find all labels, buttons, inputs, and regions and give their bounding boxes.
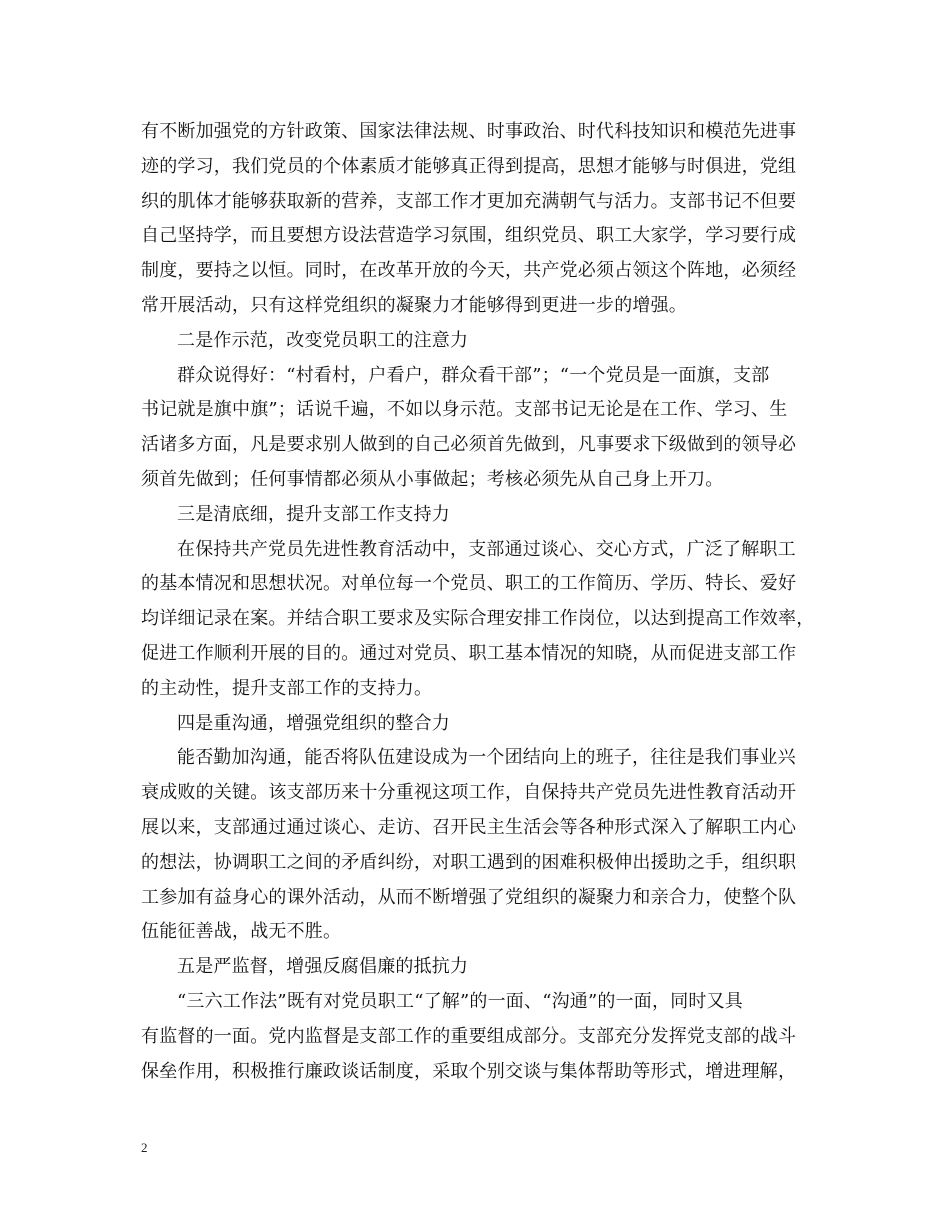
paragraph-line: 常开展活动，只有这样党组织的凝聚力才能够得到更进一步的增强。 [141,294,687,316]
paragraph-line: 在保持共产党员先进性教育活动中，支部通过谈心、交心方式，广泛了解职工 [177,538,796,560]
paragraph-line: 制度，要持之以恒。同时，在改革开放的今天，共产党必须占领这个阵地，必须经 [141,260,797,282]
paragraph-line: 的想法，协调职工之间的矛盾纠纷，对职工遇到的困难积极伸出援助之手，组织职 [141,851,797,873]
paragraph-line: 三是清底细，提升支部工作支持力 [177,503,450,525]
paragraph-line: 促进工作顺利开展的目的。通过对党员、职工基本情况的知晓，从而促进支部工作 [141,642,797,664]
paragraph-line: 五是严监督，增强反腐倡廉的抵抗力 [177,956,469,978]
paragraph-line: 能否勤加沟通，能否将队伍建设成为一个团结向上的班子，往往是我们事业兴 [177,747,796,769]
paragraph-line: 迹的学习，我们党员的个体素质才能够真正得到提高，思想才能够与时俱进，党组 [141,155,797,177]
paragraph-line: 保垒作用，积极推行廉政谈话制度，采取个别交谈与集体帮助等形式，增进理解， [141,1060,797,1082]
paragraph-line: 伍能征善战，战无不胜。 [141,921,342,943]
paragraph-line: 有监督的一面。党内监督是支部工作的重要组成部分。支部充分发挥党支部的战斗 [141,1025,797,1047]
document-body [141,115,821,1089]
paragraph-line: 书记就是旗中旗”；话说千遍，不如以身示范。支部书记无论是在工作、学习、生 [141,399,788,421]
paragraph-line: 织的肌体才能够获取新的营养，支部工作才更加充满朝气与活力。支部书记不但要 [141,190,797,212]
paragraph-line: 衰成败的关键。该支部历来十分重视这项工作，自保持共产党员先进性教育活动开 [141,782,797,804]
paragraph-line: 二是作示范，改变党员职工的注意力 [177,329,469,351]
paragraph-line: 展以来，支部通过通过谈心、走访、召开民主生活会等各种形式深入了解职工内心 [141,816,797,838]
paragraph-line: 的基本情况和思想状况。对单位每一个党员、职工的工作简历、学历、特长、爱好 [141,573,797,595]
paragraph-line: 有不断加强党的方针政策、国家法律法规、时事政治、时代科技知识和模范先进事 [141,121,797,142]
paragraph-line: 自己坚持学，而且要想方设法营造学习氛围，组织党员、职工大家学，学习要行成 [141,225,797,247]
paragraph-line: 须首先做到；任何事情都必须从小事做起；考核必须先从自己身上开刀。 [141,468,724,490]
paragraph-line: 四是重沟通，增强党组织的整合力 [177,712,450,734]
paragraph-line: 活诸多方面，凡是要求别人做到的自己必须首先做到，凡事要求下级做到的领导必 [141,434,797,456]
paragraph-line: 的主动性，提升支部工作的支持力。 [141,677,433,699]
paragraph-line: 均详细记录在案。并结合职工要求及实际合理安排工作岗位，以达到提高工作效率， [141,608,815,630]
paragraph-line: “三六工作法”既有对党员职工“了解”的一面、“沟通”的一面，同时又具 [177,990,744,1012]
page-number: 2 [141,1140,148,1155]
paragraph-line: 群众说得好：“村看村，户看户，群众看干部”；“一个党员是一面旗，支部 [177,364,770,386]
paragraph-line: 工参加有益身心的课外活动，从而不断增强了党组织的凝聚力和亲合力，使整个队 [141,886,797,908]
